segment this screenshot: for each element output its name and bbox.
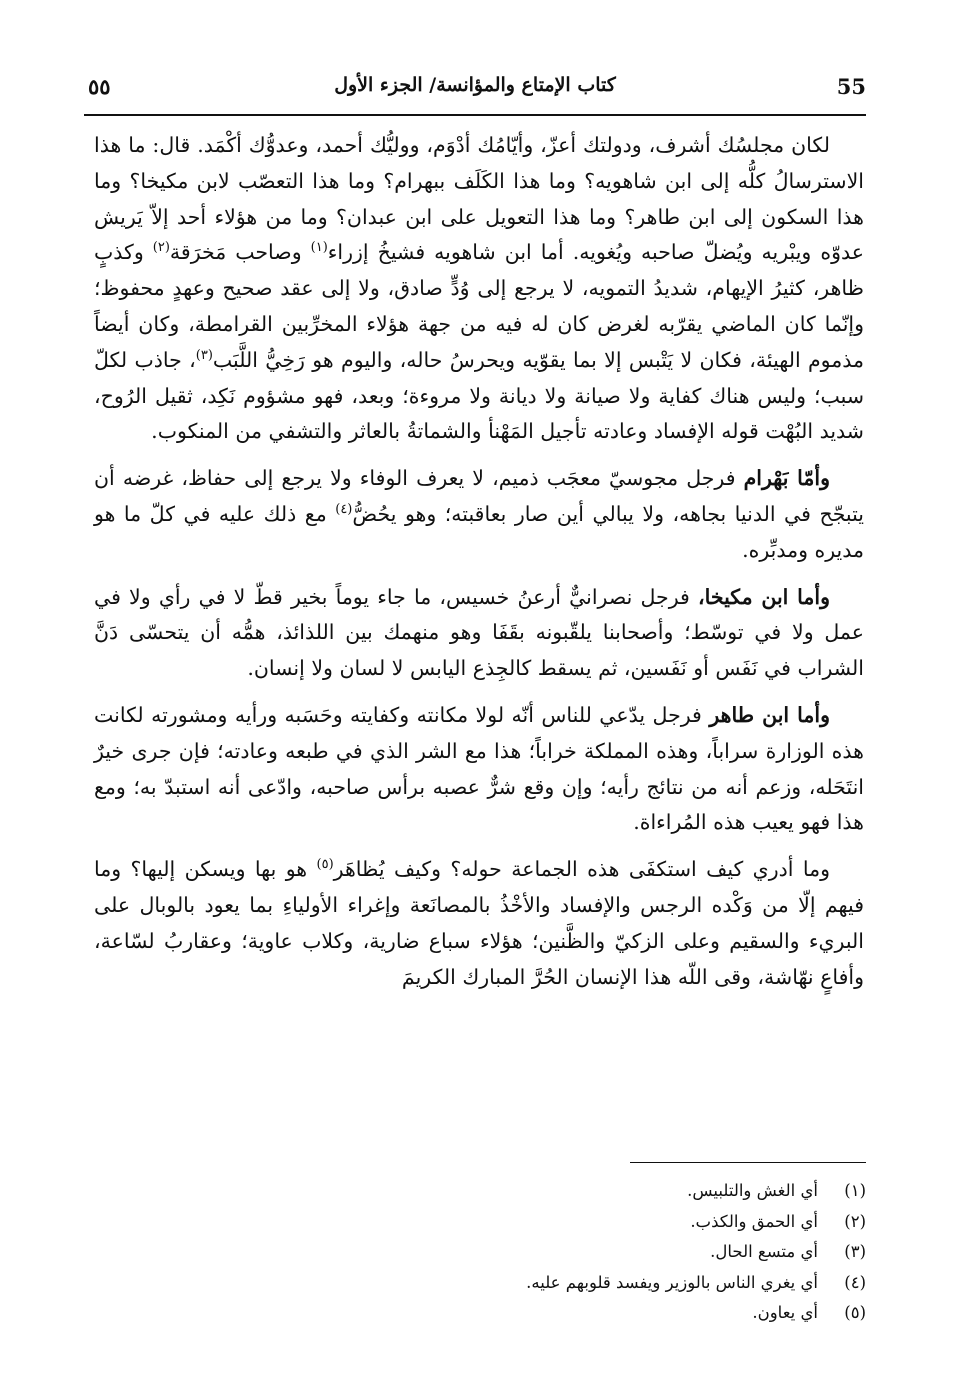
footnote-text: أي الغش والتلبيس. [687,1181,818,1200]
paragraph [94,852,864,995]
text-segment: هو بها ويسكن إليها؟ وما فيهم إلّا من وَكْده الرجس والإفساد والأخْذُ بالمصانَعة وإغراء الأولياءِ بما يعود بالوبال على البريء والسقيم وعلى الزكيّ والظَّنين؛ هؤلاء سباع ضارية، وكلاب عاوية؛ وعقاربُ لسّاعة، وأفاعٍ نهّاشة، وقى اللّه هذا الإنسان الحُرَّ المبارك الكريمَ [94,857,864,989]
main-text [94,128,864,1006]
running-header [84,74,866,108]
text-segment: وكذبٍ ظاهر، كثيرُ الإيهام، شديدُ التمويه، لا يرجع إلى وُدٍّ صادق، ولا إلى عقد صحيح وعهدٍ محفوظ؛ وإنّما كان الماضي يقرّبه لغرض كان له فيه من جهة هؤلاء المخرِّبين القرامطة، وكان أيضاً مذموم الهيئة، فكان لا يَتْبس إلا بما يقوّيه ويحرسُ حاله، واليوم هو رَخِيُّ اللَّبَب [94,240,864,372]
footnote [300,1176,866,1207]
footnote-number: (٢) [844,1211,866,1231]
page-number-latin: 55 [836,74,866,99]
footnote [300,1207,866,1238]
footnote-number: (٥) [844,1303,866,1323]
text-segment: وما أدري كيف استكفَى هذه الجماعة حوله؟ وكيف يُظاهَر [333,857,830,882]
paragraph-lead: وأما ابن طاهر [709,702,830,727]
footnote-ref: (٣) [195,347,213,363]
footnotes [300,1176,866,1329]
paragraph [94,698,864,841]
footnote-separator [630,1162,866,1163]
footnote [300,1298,866,1329]
text-segment: لكان مجلسُك أشرف، ودولتك أعزّ، وأيّامُك أدْوَم، ووليُّك أحمد، وعدوُّك أكْمَد. قال: ما هذا الاسترسالُ كلُّه إلى ابن شاهويه؟ وما هذا الكَلَف ببهرام؟ وما هذا التعصّب لابن مكيخا؟ وما هذا السكون إلى ابن طاهر؟ وما هذا التعويل على ابن عبدان؟ وما من هؤلاء أحد إلاّ يَريش عدوّه ويبْريه ويُضلّ صاحبه ويُغويه. أما ابن شاهويه فشيخُ إزراء [94,133,864,265]
footnote-text: أي الحمق والكذب. [690,1211,818,1231]
paragraph [94,128,864,450]
paragraph [94,580,864,687]
text-segment: فرجل مجوسيّ معجَب ذميم، لا يعرف الوفاء ولا يرجع إلى حفاظ، غرضه أن يتبجّح في الدنيا بجاهه، ولا يبالي أين صار بعاقبته؛ وهو يحُضُّ [94,466,865,526]
footnote-text: أي متسع الحال. [710,1242,818,1262]
running-title: كتاب الإمتاع والمؤانسة/ الجزء الأول [334,74,616,96]
footnote-number: (١) [844,1181,866,1200]
page-number-arabic: ٥٥ [88,74,111,99]
footnote [300,1268,866,1299]
footnote-ref: (٥) [316,857,334,873]
footnote-number: (٣) [844,1242,866,1262]
footnote-text: أي يغري الناس بالوزير ويفسد قلوبهم عليه. [526,1272,818,1292]
paragraph [94,461,864,568]
footnote [300,1237,866,1268]
footnote-ref: (٤) [335,502,353,518]
footnote-ref: (١) [310,240,328,256]
footnote-ref: (٢) [152,240,170,256]
text-segment: مع ذلك عليه في كلّ ما هو مديره ومدبِّره. [94,501,864,562]
header-rule [84,114,866,116]
paragraph-lead: وأمّا بَهْرام [743,466,830,491]
text-segment: فرجل يدّعي للناس أنّه لولا مكانته وكفايته وحَسَبه ورأيه ومشورته لكانت هذه الوزارة سراباً، وهذه المملكة خراباً؛ هذا مع الشر الذي في طبعه وعادته؛ فإن جرى خيرٌ انتَحَله، وزعم أنه من نتائج رأيه؛ وإن وقع شرٌّ عصبه برأس صاحبه، وادّعى أنه استبدّ به؛ ومع هذا فهو يعيب هذه المُراءاة. [94,702,864,835]
text-segment: فرجل نصرانيٌّ أرعنُ خسيس، ما جاء يوماً بخير قطّ لا في رأي ولا في عمل ولا في توسّط؛ وأصحابنا يلقّبونه بقَفَا وهو منهمك بين اللذائذ، همُّه أن يتحسّى دَنَّ الشراب في نَفَس أو نَفَسين، ثم يسقط كالجِذع اليابس لا لسان ولا إنسان. [94,584,864,681]
text-segment: ، جاذب لكلّ سبب؛ وليس هناك كفاية ولا صيانة ولا ديانة ولا مروءة؛ وبعد، فهو مشؤوم نَكِد، ثقيل الرُوح، شديد البُهْت قوله الإفساد وعادته تأجيل المَهْنأ والشماتةُ بالعاثر والتشفي من المنكوب. [94,347,864,444]
footnote-text: أي يعاون. [752,1303,818,1323]
paragraph-lead: وأما ابن مكيخا، [698,584,830,609]
text-segment: وصاحب مَخرَقة [169,240,311,265]
footnote-number: (٤) [844,1272,866,1292]
